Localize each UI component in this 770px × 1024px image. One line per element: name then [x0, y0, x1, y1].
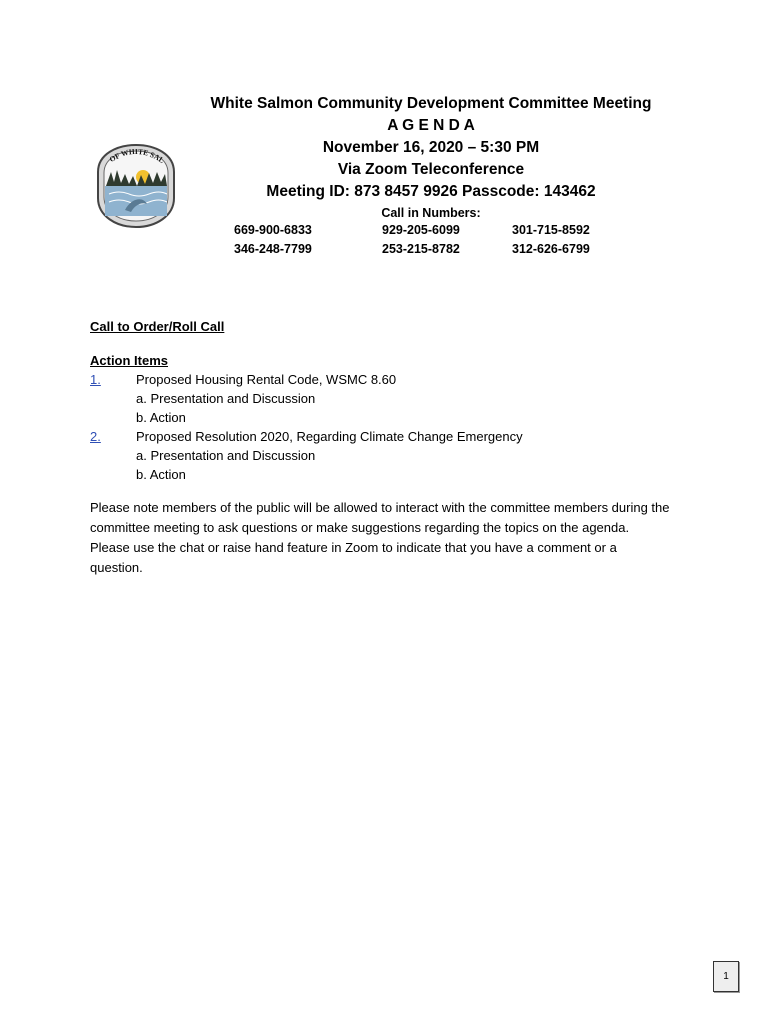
call-in-label: Call in Numbers: [381, 206, 481, 220]
page-number: 1 [713, 961, 739, 992]
phone-number: 669-900-6833 [234, 223, 312, 237]
agenda-header [190, 93, 672, 223]
meeting-title: White Salmon Community Development Committee Meeting [210, 95, 652, 112]
agenda-item-number-link[interactable]: 2. [90, 429, 101, 444]
meeting-date: November 16, 2020 – 5:30 PM [322, 139, 540, 156]
meeting-venue: Via Zoom Teleconference [337, 161, 525, 178]
action-items-heading: Action Items [90, 353, 169, 368]
agenda-item [90, 427, 690, 446]
meeting-id: Meeting ID: 873 8457 9926 Passcode: 143462 [266, 183, 596, 200]
svg-text:CITY OF WHITE SALMON: OF WHITE SAL [107, 146, 167, 166]
phone-number: 253-215-8782 [382, 242, 460, 256]
agenda-subitem: a. Presentation and Discussion [136, 448, 316, 463]
agenda-subitem: a. Presentation and Discussion [136, 391, 316, 406]
agenda-subitem: b. Action [136, 467, 186, 482]
phone-number: 346-248-7799 [234, 242, 312, 256]
phone-number: 929-205-6099 [382, 223, 460, 237]
phone-number: 312-626-6799 [512, 242, 590, 256]
agenda-item-number-link[interactable]: 1. [90, 372, 101, 387]
phone-number: 301-715-8592 [512, 223, 590, 237]
phone-row [234, 223, 614, 242]
public-comment-note: Please note members of the public will be allowed to interact with the committee members during the committee meeting to ask questions or make suggestions regarding the topics on the agenda. Please use the chat or raise hand feature in Zoom to indicate that you have a comment or a question. [90, 500, 670, 575]
agenda-item-title: Proposed Resolution 2020, Regarding Climate Change Emergency [136, 429, 523, 444]
city-seal-logo [95, 142, 177, 230]
agenda-subitem: b. Action [136, 410, 186, 425]
call-to-order-heading: Call to Order/Roll Call [90, 319, 225, 334]
agenda-item-title: Proposed Housing Rental Code, WSMC 8.60 [136, 372, 397, 387]
agenda-body [90, 317, 690, 578]
agenda-item [90, 370, 690, 389]
phone-numbers [234, 223, 614, 261]
phone-row [234, 242, 614, 261]
agenda-label: A G E N D A [387, 117, 475, 134]
